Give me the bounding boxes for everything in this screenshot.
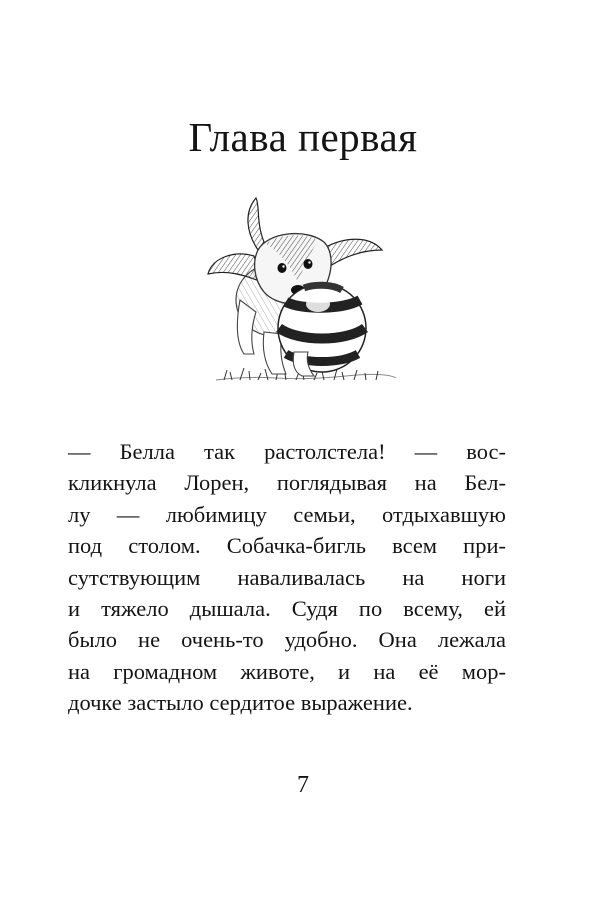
text-line: сутствующим наваливалась на ноги — [68, 564, 506, 590]
puppy-eye-right — [304, 259, 313, 269]
text-line: лу — любимицу семьи, отдыхавшую — [68, 501, 506, 527]
text-line: кликнула Лорен, поглядывая на Бел- — [68, 470, 506, 496]
chapter-body-text — [68, 436, 506, 719]
text-line: на громадном животе, и на её мор- — [68, 658, 506, 684]
page-number: 7 — [297, 772, 309, 798]
text-line: — Белла так растолстела! — вос- — [68, 439, 506, 464]
text-line: дочке застыло сердитое выражение. — [68, 690, 413, 716]
text-line: было не очень-то удобно. Она лежала — [68, 627, 506, 653]
chapter-title: Глава первая — [188, 114, 418, 160]
text-line: и тяжело дышала. Судя по всему, ей — [68, 595, 506, 621]
striped-ball — [278, 284, 366, 372]
beagle-puppy-illustration — [206, 192, 402, 392]
puppy-tail — [248, 198, 264, 250]
text-line: под столом. Собачка-бигль всем при- — [68, 533, 506, 559]
puppy-left-ear — [208, 254, 262, 282]
puppy-right-ear — [324, 239, 382, 266]
puppy-eye-left — [278, 263, 287, 273]
